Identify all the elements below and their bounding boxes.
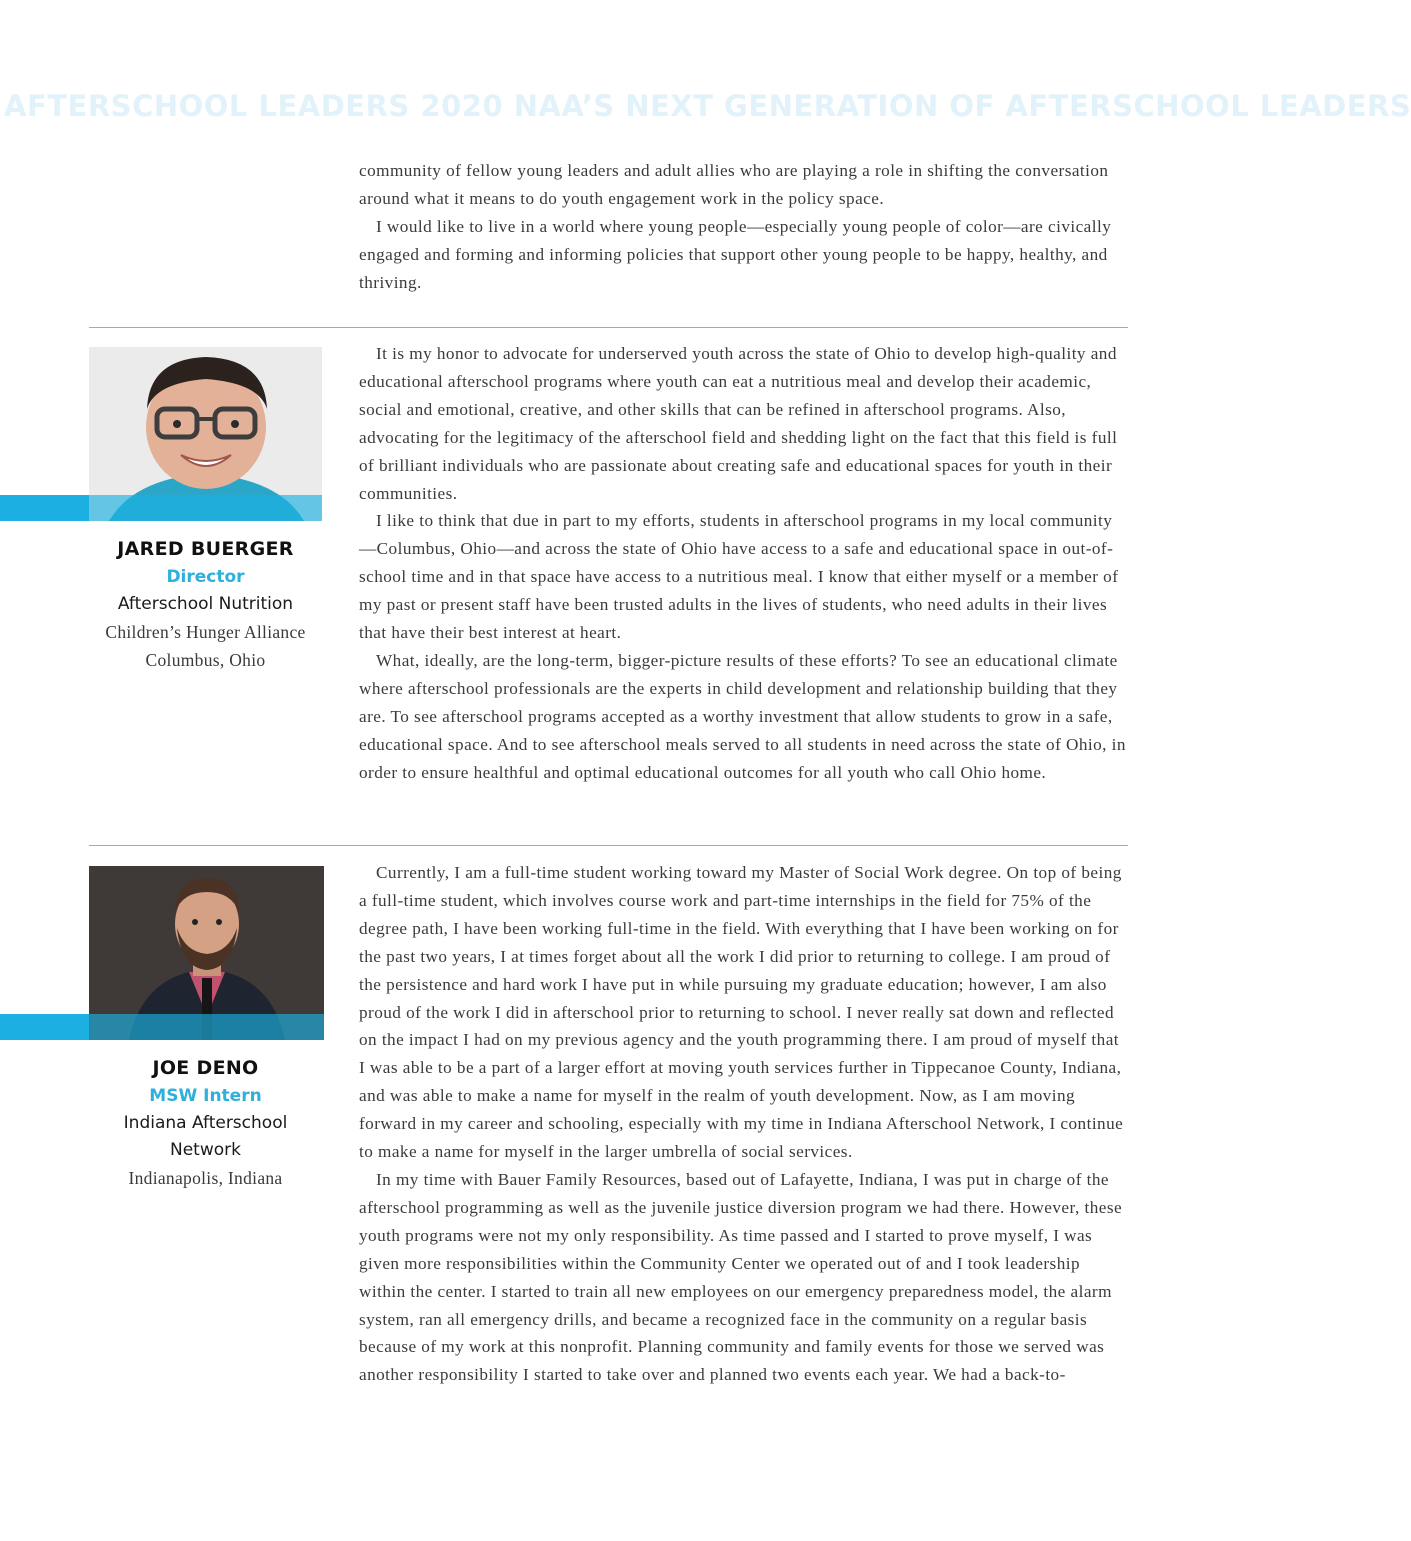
profile-org-line-2: Network [170, 1140, 241, 1160]
profile-location: Indianapolis, Indiana [128, 1168, 283, 1188]
running-header-banner: AFTERSCHOOL LEADERS 2020 NAA’S NEXT GENERATION OF AFTERSCHOOL LEADERS [4, 89, 1411, 123]
intro-text [359, 157, 1129, 297]
joe-photo-overlay [89, 1014, 324, 1040]
profile-org-line-1: Indiana Afterschool [123, 1113, 288, 1133]
section-divider-1 [89, 327, 1128, 328]
jared-photo-overlay [89, 495, 322, 521]
profile-role: Director [166, 567, 245, 587]
profile-org: Afterschool Nutrition [117, 594, 294, 614]
statement-paragraph: I like to think that due in part to my efforts, students in afterschool programs in my local community—Columbus, Ohio—and across the state of Ohio have access to a safe and educational space in out-of-school time and in that space have access to a nutritious meal. I know that either myself or a member of my past or present staff have been trusted adults in the lives of students, who need adults in their lives that have their best interest at heart. [359, 511, 1119, 643]
intro-paragraph-1: community of fellow young leaders and adult allies who are playing a role in shifting the conversation around what it means to do youth engagement work in the policy space. [359, 161, 1109, 208]
jared-buerger-statement [359, 340, 1129, 787]
jared-buerger-bio [89, 535, 322, 674]
joe-deno-bio [89, 1054, 322, 1192]
profile-role: MSW Intern [149, 1086, 262, 1106]
statement-paragraph: What, ideally, are the long-term, bigger-picture results of these efforts? To see an educational climate where afterschool professionals are the experts in child development and relationship building that they are. To see afterschool programs accepted as a worthy investment that allow students to grow in a safe, educational space. And to see afterschool meals served to all students in need across the state of Ohio, in order to ensure healthful and optimal educational outcomes for all youth who call Ohio home. [359, 650, 1126, 782]
intro-paragraph-2: I would like to live in a world where young people—especially young people of color—are civically engaged and forming and informing policies that support other young people to be happy, healthy, and thriving. [359, 216, 1112, 292]
profile-location: Columbus, Ohio [145, 650, 266, 670]
statement-paragraph: Currently, I am a full-time student working toward my Master of Social Work degree. On top of being a full-time student, which involves course work and part-time internships in the field for 75% of the degree path, I have been working full-time in the field. With everything that I have been working on for the past two years, I at times forget about all the work I did prior to returning to college. I am proud of the persistence and hard work I have put in while pursuing my graduate education; however, I am also proud of the work I did in afterschool prior to returning to school. I never really sat down and reflected on the impact I had on my previous agency and the youth programming there. I am proud of myself that I was able to be a part of a larger effort at moving youth services further in Tippecanoe County, Indiana, and was able to make a name for myself in the realm of youth development. Now, as I am moving forward in my career and schooling, especially with my time in Indiana Afterschool Network, I continue to make a name for myself in the larger umbrella of social services. [359, 863, 1124, 1162]
statement-paragraph: In my time with Bauer Family Resources, based out of Lafayette, Indiana, I was put in charge of the afterschool programming as well as the juvenile justice diversion program we had there. However, these youth programs were not my only responsibility. As time passed and I started to prove myself, I was given more responsibilities within the Community Center we operated out of and I took leadership within the center. I started to train all new employees on our emergency preparedness model, the alarm system, ran all emergency drills, and became a recognized face in the community on a regular basis because of my work at this nonprofit. Planning community and family events for those we served was another responsibility I started to take over and planned two events each year. We had a back-to- [359, 1169, 1123, 1385]
profile-name: JOE DENO [152, 1057, 259, 1079]
jared-accent-bar [0, 495, 89, 521]
profile-name: JARED BUERGER [117, 538, 294, 560]
section-divider-2 [89, 845, 1128, 846]
joe-accent-bar [0, 1014, 89, 1040]
statement-paragraph: It is my honor to advocate for underserved youth across the state of Ohio to develop high-quality and educational afterschool programs where youth can eat a nutritious meal and develop their academic, social and emotional, creative, and other skills that can be refined in afterschool programs. Also, advocating for the legitimacy of the afterschool field and shedding light on the fact that this field is full of brilliant individuals who are passionate about creating safe and educational spaces for youth in their communities. [359, 344, 1118, 503]
joe-deno-statement [359, 859, 1129, 1389]
profile-company: Children’s Hunger Alliance [105, 622, 306, 642]
